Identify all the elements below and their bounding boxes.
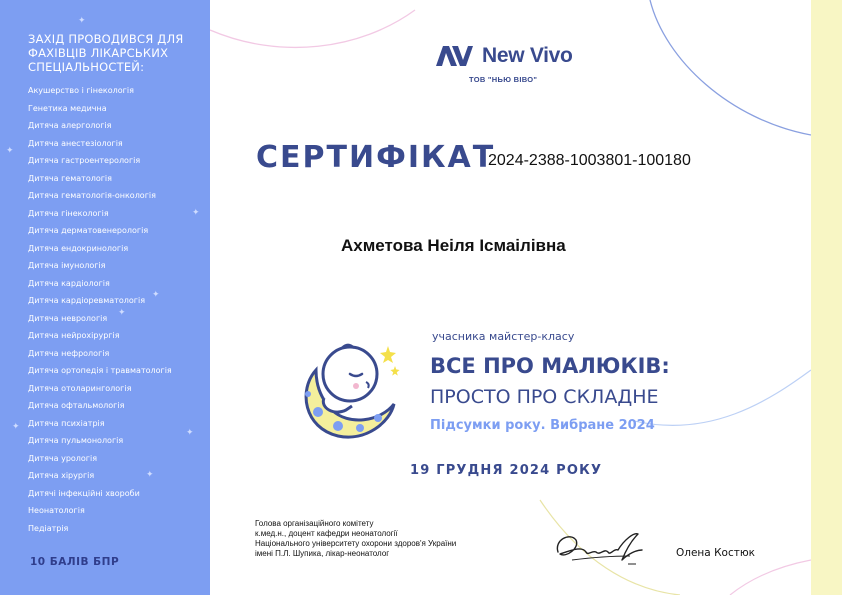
specialty-item: Неонатологія [28,506,85,515]
signer-role-line: к.мед.н., доцент кафедри неонатології [255,529,398,538]
sparkle-icon: ✦ [78,15,86,25]
sparkle-icon: ✦ [186,427,194,437]
specialty-item: Дитяча анестезіологія [28,138,123,148]
specialty-item: Дитяча хірургія [28,471,95,480]
sparkle-icon: ✦ [152,289,160,299]
decorative-curves [210,0,811,595]
signer-name: Олена Костюк [676,547,756,559]
logo-name: New Vivo [482,44,573,67]
specialty-item: Дитяча кардіологія [28,278,110,288]
signer-role-line: імені П.Л. Шупика, лікар-неонатолог [255,549,390,558]
cpd-points: 10 БАЛІВ БПР [30,556,120,568]
signer-role [255,519,525,559]
specialty-item: Дитяча дерматовенерологія [28,226,149,235]
participant-label: учасника майстер-класу [432,330,575,343]
specialty-item: Дитяча нейрохірургія [28,331,120,340]
specialty-item: Дитяча психіатрія [28,418,105,428]
specialty-item: Дитяча пульмонологія [28,436,124,445]
sidebar-heading: ЗАХІД ПРОВОДИВСЯ ДЛЯ ФАХІВЦІВ ЛІКАРСЬКИХ СПЕЦІАЛЬНОСТЕЙ: [28,32,184,74]
specialty-item: Дитяча ортопедія і травматологія [28,366,172,375]
logo-subtitle: ТОВ "НЬЮ ВІВО" [469,75,538,84]
event-subtitle: Підсумки року. Вибране 2024 [430,418,655,433]
sparkle-icon: ✦ [146,469,154,479]
specialty-item: Дитячі інфекційні хвороби [28,488,140,498]
specialty-item: Дитяча гастроентерологія [28,156,141,165]
specialty-item: Педіатрія [28,523,69,533]
specialty-item: Дитяча кардіоревматологія [28,296,146,305]
specialty-item: Акушерство і гінекологія [28,86,134,95]
specialty-item: Генетика медична [28,103,107,113]
specialty-item: Дитяча урологія [28,453,98,463]
company-logo [434,42,594,88]
event-title-line2: ПРОСТО ПРО СКЛАДНЕ [430,386,659,408]
event-title-line1: ВСЕ ПРО МАЛЮКІВ: [430,354,670,378]
sparkle-icon: ✦ [12,421,20,431]
decor-yellow-strip [811,0,842,595]
sparkle-icon: ✦ [6,145,14,155]
specialty-item: Дитяча отоларингологія [28,383,132,393]
event-date: 19 ГРУДНЯ 2024 РОКУ [410,463,603,478]
sleeping-baby-on-moon-icon [294,340,404,440]
recipient-name: Ахметова Неіля Ісмаілівна [341,236,566,255]
sparkle-icon: ✦ [118,307,126,317]
specialty-item: Дитяча гематологія-онкологія [28,191,156,200]
specialty-item: Дитяча імунологія [28,261,106,270]
specialty-item: Дитяча нефрологія [28,348,110,358]
specialty-item: Дитяча гінекологія [28,208,109,218]
specialty-item: Дитяча алергологія [28,121,112,130]
specialty-item: Дитяча неврологія [28,313,108,323]
specialties-sidebar [0,0,210,595]
signer-role-line: Голова організаційного комітету [255,519,374,528]
signer-role-line: Національного університету охорони здоров'я України [255,539,457,548]
sparkle-icon: ✦ [192,207,200,217]
certificate-number: 2024-2388-1003801-100180 [488,152,691,169]
new-vivo-logo-mark-icon [434,44,474,68]
specialty-item: Дитяча гематологія [28,173,112,183]
specialty-list [28,82,200,537]
certificate-title: СЕРТИФІКАТ [256,140,496,175]
specialty-item: Дитяча офтальмологія [28,401,125,410]
specialty-item: Дитяча ендокринологія [28,243,129,253]
handwritten-signature [552,526,644,570]
